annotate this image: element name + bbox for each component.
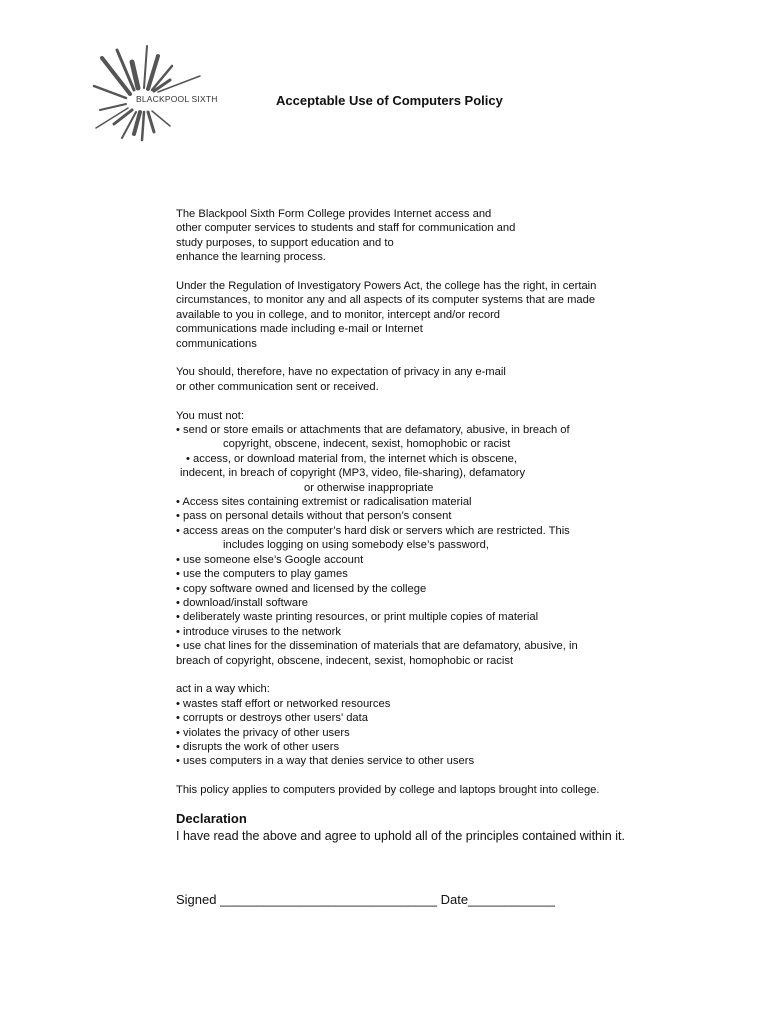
list-item: • use someone else’s Google account [176, 553, 364, 566]
text-line: available to you in college, and to monitor, intercept and/or record [176, 308, 501, 321]
text-line: or other communication sent or received. [176, 380, 379, 393]
list-item-continuation: includes logging on using somebody else’s password, [223, 539, 489, 552]
list-item-continuation: breach of copyright, obscene, indecent, sexist, homophobic or racist [176, 654, 514, 667]
list-item: • use the computers to play games [176, 568, 348, 581]
text-line: other computer services to students and staff for communication and [176, 222, 516, 235]
list-item-continuation: or otherwise inappropriate [304, 481, 434, 494]
list-item: • download/install software [176, 596, 309, 609]
text-line: study purposes, to support education and to [176, 236, 394, 249]
list-item: • Access sites containing extremist or radicalisation material [176, 496, 472, 509]
text-line: Under the Regulation of Investigatory Powers Act, the college has the right, in certain [176, 280, 597, 293]
text-line: circumstances, to monitor any and all aspects of its computer systems that are made [176, 294, 596, 307]
list-heading: You must not: [176, 409, 244, 422]
list-item: • wastes staff effort or networked resources [176, 697, 391, 710]
signature-line: Signed ______________________________ Date____________ [176, 892, 555, 907]
text-line: The Blackpool Sixth Form College provides Internet access and [176, 208, 492, 220]
text-line: enhance the learning process. [176, 251, 326, 264]
text-line: communications made including e-mail or Internet [176, 323, 423, 336]
list-heading: act in a way which: [176, 683, 270, 696]
act-list [176, 682, 696, 768]
applies-statement: This policy applies to computers provided by college and laptops brought into college. [176, 784, 600, 797]
list-item-continuation: indecent, in breach of copyright (MP3, video, file-sharing), defamatory [180, 467, 526, 480]
list-item: • access areas on the computer’s hard disk or servers which are restricted. This [176, 524, 570, 537]
text-line: You should, therefore, have no expectation of privacy in any e-mail [176, 366, 506, 379]
list-item-continuation: copyright, obscene, indecent, sexist, homophobic or racist [223, 438, 511, 451]
text-line: communications [176, 337, 257, 350]
ripa-paragraph [176, 279, 696, 351]
list-item: • copy software owned and licensed by the college [176, 582, 427, 595]
intro-paragraph [176, 207, 696, 265]
list-item: • use chat lines for the dissemination of materials that are defamatory, abusive, in [176, 640, 578, 653]
must-not-list [176, 409, 696, 668]
policy-body [176, 207, 696, 798]
list-item: • disrupts the work of other users [176, 740, 340, 753]
declaration-heading: Declaration [176, 811, 247, 826]
list-item: • access, or download material from, the internet which is obscene, [186, 452, 517, 465]
logo-text: BLACKPOOL SIXTH [136, 94, 218, 104]
list-item: • uses computers in a way that denies service to other users [176, 755, 475, 768]
document-title: Acceptable Use of Computers Policy [276, 93, 503, 108]
list-item: • pass on personal details without that person’s consent [176, 510, 452, 523]
list-item: • deliberately waste printing resources, or print multiple copies of material [176, 611, 539, 624]
starburst-logo-icon [92, 42, 242, 142]
college-logo [92, 42, 242, 142]
list-item: • violates the privacy of other users [176, 726, 350, 739]
privacy-paragraph [176, 365, 696, 394]
list-item: • corrupts or destroys other users' data [176, 712, 368, 725]
list-item: • send or store emails or attachments that are defamatory, abusive, in breach of [176, 424, 570, 437]
declaration-text: I have read the above and agree to uphold all of the principles contained within it. [176, 829, 625, 843]
list-item: • introduce viruses to the network [176, 625, 341, 638]
